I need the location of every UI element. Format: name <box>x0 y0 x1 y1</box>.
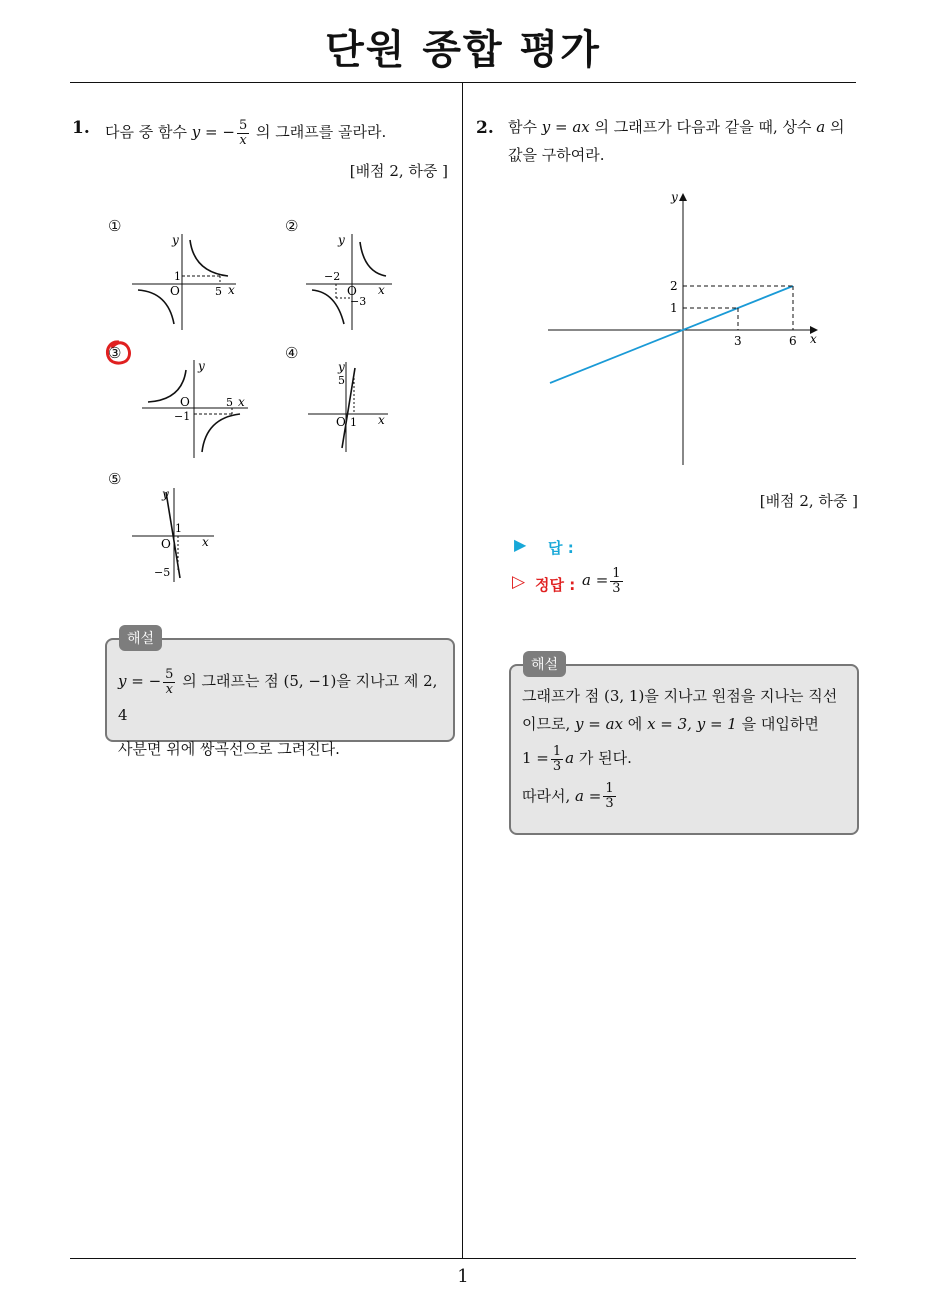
column-divider <box>462 83 463 1258</box>
tick-1: 1 <box>175 522 182 535</box>
q2-line1-a: 함수 <box>508 118 537 136</box>
x-label: x <box>238 395 245 409</box>
correct-fraction <box>610 567 622 596</box>
curve-lower <box>312 290 344 324</box>
x-label: x <box>228 283 235 297</box>
q2-explanation-text <box>522 682 852 811</box>
q2-expl-line4 <box>522 782 852 812</box>
correct-num: 1 <box>612 565 621 581</box>
choice-5-marker[interactable]: ⑤ <box>108 470 122 488</box>
q1-frac-den: x <box>239 132 247 148</box>
q2-expl-line3-den: 3 <box>552 758 562 774</box>
q1-expl-frac-den: x <box>165 681 173 697</box>
q2-line1-var: a <box>816 118 826 136</box>
y-label: y <box>338 233 345 247</box>
q2-expl-line1: 그래프가 점 (3, 1)을 지나고 원점을 지나는 직선 <box>522 687 838 705</box>
origin-label: O <box>170 284 180 298</box>
choice-1-graph[interactable] <box>128 228 248 336</box>
tick-y2: 2 <box>670 279 678 293</box>
y-label: y <box>338 360 345 374</box>
q2-expl-line3-num: 1 <box>552 743 562 759</box>
choice-4-graph[interactable] <box>302 356 402 456</box>
x-label: x <box>810 332 817 346</box>
origin-label: O <box>336 415 346 429</box>
tick-5: 5 <box>226 396 233 409</box>
choice-3-graph[interactable] <box>138 356 258 462</box>
q1-explanation-tag: 해설 <box>119 625 162 651</box>
q1-expl-lhs: y = − <box>118 672 162 690</box>
y-label: y <box>671 190 678 204</box>
curve-upper <box>360 242 386 276</box>
page-title: 단원 종합 평가 <box>325 27 601 73</box>
origin-label: O <box>347 284 357 298</box>
correct-den: 3 <box>612 580 621 596</box>
x-label: x <box>202 535 209 549</box>
q2-line2: 값을 구하여라. <box>508 146 605 164</box>
q2-line1 <box>508 113 860 141</box>
tick-1: 1 <box>174 270 181 283</box>
q2-line1-eq: y = ax <box>541 118 590 136</box>
tick-m1: −1 <box>174 410 191 423</box>
q1-expl-fraction <box>163 668 175 697</box>
q2-expl-line2-eq2: x = 3, y = 1 <box>647 715 737 733</box>
q2-expl-line4-num: 1 <box>605 781 614 796</box>
tick-5: 5 <box>215 285 222 298</box>
question-2-text <box>508 113 860 169</box>
tick-m2: −2 <box>324 270 341 283</box>
x-label: x <box>378 413 385 427</box>
correct-arrow-icon: ▷ <box>512 572 526 592</box>
q1-expl-line2: 사분면 위에 쌍곡선으로 그려진다. <box>118 740 340 758</box>
q2-expl-line2-c: 을 대입하면 <box>741 715 819 733</box>
answer-label: 답 : <box>548 539 574 557</box>
choice-3-marker[interactable]: ③ <box>108 344 122 362</box>
q2-line1-b: 의 그래프가 다음과 같을 때, 상수 <box>594 118 812 136</box>
y-label: y <box>198 359 205 373</box>
q1-text-before: 다음 중 함수 <box>105 123 187 141</box>
tick-m3: −3 <box>350 295 367 308</box>
page-number: 1 <box>457 1266 469 1287</box>
tick-m5: −5 <box>154 566 171 579</box>
q2-expl-line4-lhs: a = <box>575 786 602 805</box>
q1-expl-line1 <box>118 664 448 732</box>
choice-1-marker[interactable]: ① <box>108 217 122 235</box>
q2-expl-line2 <box>522 710 852 738</box>
choice-5-graph[interactable] <box>128 482 228 586</box>
q2-expl-line4-fraction <box>603 782 615 811</box>
origin-label: O <box>161 537 171 551</box>
q2-expl-line3-var: a <box>565 749 575 767</box>
q2-expl-line2-a: 이므로, <box>522 715 571 733</box>
q2-expl-line3-lhs: 1 = <box>522 749 549 767</box>
curve-lower <box>138 290 174 324</box>
q2-explanation-tag: 해설 <box>523 651 566 677</box>
q2-expl-line3-fraction <box>551 745 563 774</box>
x-label: x <box>378 283 385 297</box>
q2-expl-line4-a: 따라서, <box>522 786 571 805</box>
q1-score: [배점 2, 하중 ] <box>349 162 448 180</box>
q2-expl-line4-den: 3 <box>605 796 614 811</box>
q2-expl-line2-eq1: y = ax <box>575 715 624 733</box>
curve-lower <box>202 414 240 452</box>
q1-expl-line1-rest: 의 그래프는 점 (5, −1)을 지나고 제 2, 4 <box>118 672 438 724</box>
answer-arrow-icon: ▶ <box>514 535 527 554</box>
curve-upper <box>190 240 228 276</box>
q2-expl-line2-b: 에 <box>627 715 643 733</box>
choice-2-graph[interactable] <box>302 228 422 336</box>
q2-expl-line3 <box>522 744 852 774</box>
tick-1: 1 <box>350 416 357 429</box>
correct-lhs: a = <box>582 571 609 589</box>
q1-expl-frac-num: 5 <box>165 666 174 682</box>
choice-4-marker[interactable]: ④ <box>285 344 299 362</box>
q2-expl-line3-rest: 가 된다. <box>578 749 632 767</box>
q1-frac-num: 5 <box>238 117 248 133</box>
q1-equation-lhs: y = − <box>191 123 235 141</box>
y-label: y <box>162 487 169 501</box>
q1-fraction <box>237 119 249 148</box>
tick-x3: 3 <box>734 334 742 348</box>
q2-score: [배점 2, 하중 ] <box>759 492 858 510</box>
question-2-number: 2. <box>476 118 494 138</box>
tick-y1: 1 <box>670 301 678 315</box>
correct-label: 정답 : <box>535 576 576 594</box>
top-rule <box>70 82 856 83</box>
correct-answer <box>582 566 625 596</box>
q1-explanation-text <box>118 664 448 766</box>
choice-2-marker[interactable]: ② <box>285 217 299 235</box>
q2-line1-c: 의 <box>830 118 845 136</box>
q1-text-after: 의 그래프를 골라라. <box>256 123 387 141</box>
origin-label: O <box>180 395 190 409</box>
question-1-number: 1. <box>72 118 90 138</box>
tick-5: 5 <box>338 374 345 387</box>
q2-graph <box>540 185 830 470</box>
bottom-rule <box>70 1258 856 1259</box>
y-label: y <box>172 233 179 247</box>
question-1-text <box>105 118 386 148</box>
tick-x6: 6 <box>789 334 797 348</box>
